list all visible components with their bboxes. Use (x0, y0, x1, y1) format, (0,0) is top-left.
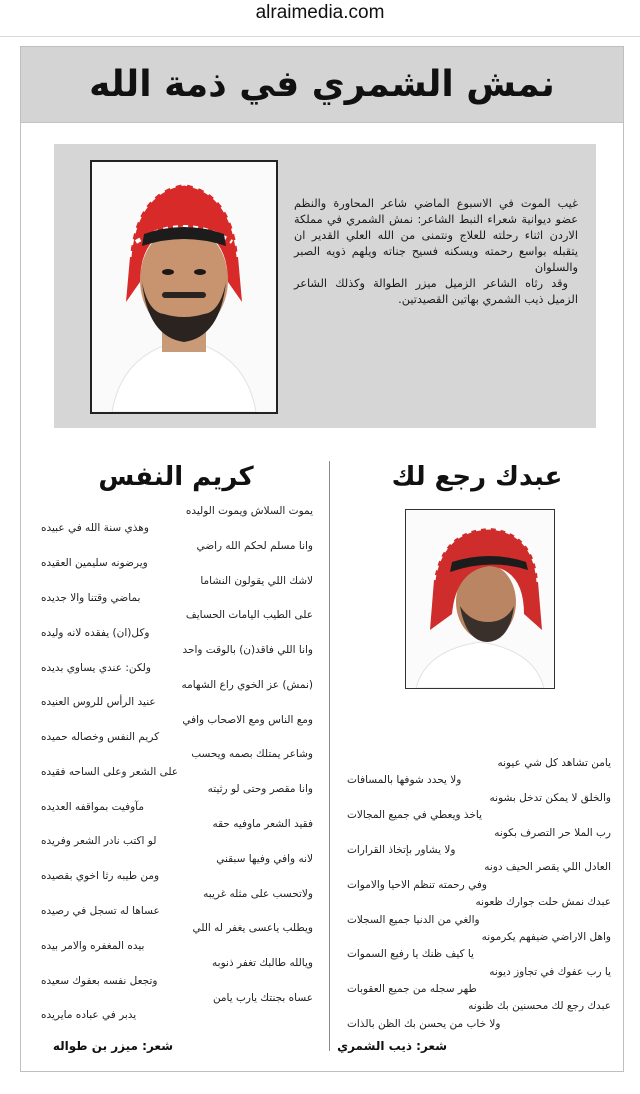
verse-line: ولاتحسب على مثله غريبه (203, 887, 313, 900)
verse-line: والغي من الدنيا جميع السجلات (347, 913, 480, 926)
verse-line: بيده المغفره والامر بيده (41, 939, 145, 952)
poem-title: كريم النفس (98, 462, 254, 492)
intro-box (54, 144, 596, 428)
verse-line: ولا يشاور بإتخاذ القرارات (347, 843, 456, 856)
header-divider (0, 36, 640, 37)
poem-title: عبدك رجع لك (391, 462, 563, 492)
intro-paragraph: وقد رثاه الشاعر الزميل ميزر الطوالة وكذلك الشاعر الزميل ذيب الشمري بهاتين القصيدتين. (294, 277, 578, 306)
verse-line: ومن طيبه رثا اخوي بقصيده (41, 870, 160, 883)
verse-line: طهر سجله من جميع العقوبات (347, 983, 477, 996)
verse-line: عساها له تسجل في رصيده (41, 904, 160, 917)
verse-line: والخلق لا يمكن تدخل بشونه (489, 791, 611, 804)
verse-line: وشاعر يمتلك بصمه ويحسب (191, 748, 313, 761)
verse-line: فقيد الشعر ماوفيه حقه (212, 818, 313, 831)
intro-text (294, 196, 578, 308)
verse-line: وانا مقصر وحتى لو رثيته (207, 783, 313, 796)
verse-line: رب الملا حر التصرف بكونه (494, 826, 611, 839)
portrait-photo-poet (405, 509, 555, 689)
verse-line: ولا يحدد شوفها بالمسافات (347, 774, 462, 787)
verse-line: يا كيف ظنك يا رفيع السموات (347, 948, 474, 961)
title-band (21, 47, 623, 123)
verse-line: العادل اللي يقصر الحيف دونه (484, 861, 611, 874)
verse-line: يموت السلاش ويموت الوليده (185, 505, 313, 517)
verse-line: وانا اللي فاقد(ن) بالوقت واحد (182, 644, 313, 657)
verse-line: بماضي وقتنا والا جديده (41, 591, 141, 604)
verse-line: ولا خاب من يحسن بك الظن بالذات (347, 1017, 501, 1030)
poem-verses (41, 503, 313, 1025)
verse-line: عساه بجنتك يارب يامن (212, 991, 313, 1004)
site-domain[interactable]: alraimedia.com (255, 2, 385, 23)
verse-line: يدبر في عباده مايريده (41, 1009, 137, 1022)
portrait-photo-deceased (90, 160, 278, 414)
verse-line: (نمش) عز الخوي راع الشهامه (181, 678, 313, 691)
verse-line: لانه وافي وفيها سبقني (216, 852, 313, 865)
verse-line: مآوفيت بمواقفه العديده (41, 800, 144, 813)
verse-line: عنيد الرأس للروس العنيده (41, 696, 156, 709)
intro-paragraph: غيب الموت في الاسبوع الماضي شاعر المحاورة والنظم عضو ديوانية شعراء النبط الشاعر: نمش الشمري في مملكة الاردن اثناء رحلته للعلاج ونتمنى من الله العلي القدير ان يتقبله بواسع رحمته ويسكنه فسيح جناته ويلهم ذويه الصبر والسلوان (294, 197, 578, 274)
verse-line: ياخذ ويعطي في جميع المجالات (347, 809, 483, 822)
verse-line: يا رب عفوك في تجاوز ديونه (489, 965, 611, 978)
poet-portrait-illustration (406, 510, 554, 688)
portrait-illustration (92, 162, 276, 412)
verse-line: عبدك رجع لك محسنين بك ظنونه (468, 1000, 611, 1013)
poem-credit: شعر: ذيب الشمري (337, 1039, 447, 1053)
newspaper-page (20, 46, 624, 1072)
verse-line: لاشك اللي يقولون النشاما (200, 574, 313, 587)
verse-line: واهل الاراضي ضيفهم يكرمونه (481, 930, 611, 943)
verse-line: ومع الناس ومع الاصحاب وافي (182, 713, 313, 726)
poem-verses (347, 755, 611, 1033)
article-title: نمش الشمري في ذمة الله (89, 64, 555, 105)
verse-line: على الشعر وعلى الساحه فقيده (41, 765, 179, 778)
verse-line: وكل(ان) يفقده لانه وليده (41, 626, 150, 639)
poem-column-right (333, 447, 621, 1067)
verse-line: ويالله طالبك تغفر ذنوبه (212, 957, 313, 970)
verse-line: عبدك نمش حلت جوارك ظعونه (475, 896, 611, 909)
verse-line: ويرضونه سليمين العقيده (41, 557, 148, 570)
verse-line: كريم النفس وخصاله حميده (41, 731, 160, 744)
verse-line: على الطيب اليامات الحسايف (185, 609, 313, 622)
verse-line: ويطلب ياعسى يغفر له اللي (192, 922, 313, 935)
verse-line: لو اكتب نادر الشعر وفريده (41, 835, 157, 848)
verse-line: وهذي سنة الله في عبيده (41, 522, 149, 535)
verse-line: وتجعل نفسه بعفوك سعيده (41, 974, 158, 987)
poem-column-left (29, 447, 323, 1067)
poem-credit: شعر: ميزر بن طواله (52, 1039, 173, 1053)
verse-line: وفي رحمته تنظم الاحيا والاموات (347, 878, 487, 891)
verse-line: يامن تشاهد كل شي عيونه (497, 757, 611, 769)
column-divider (329, 461, 330, 1051)
verse-line: ولكن: عندي يساوي بديده (41, 661, 151, 674)
verse-line: وانا مسلم لحكم الله راضي (196, 539, 313, 552)
